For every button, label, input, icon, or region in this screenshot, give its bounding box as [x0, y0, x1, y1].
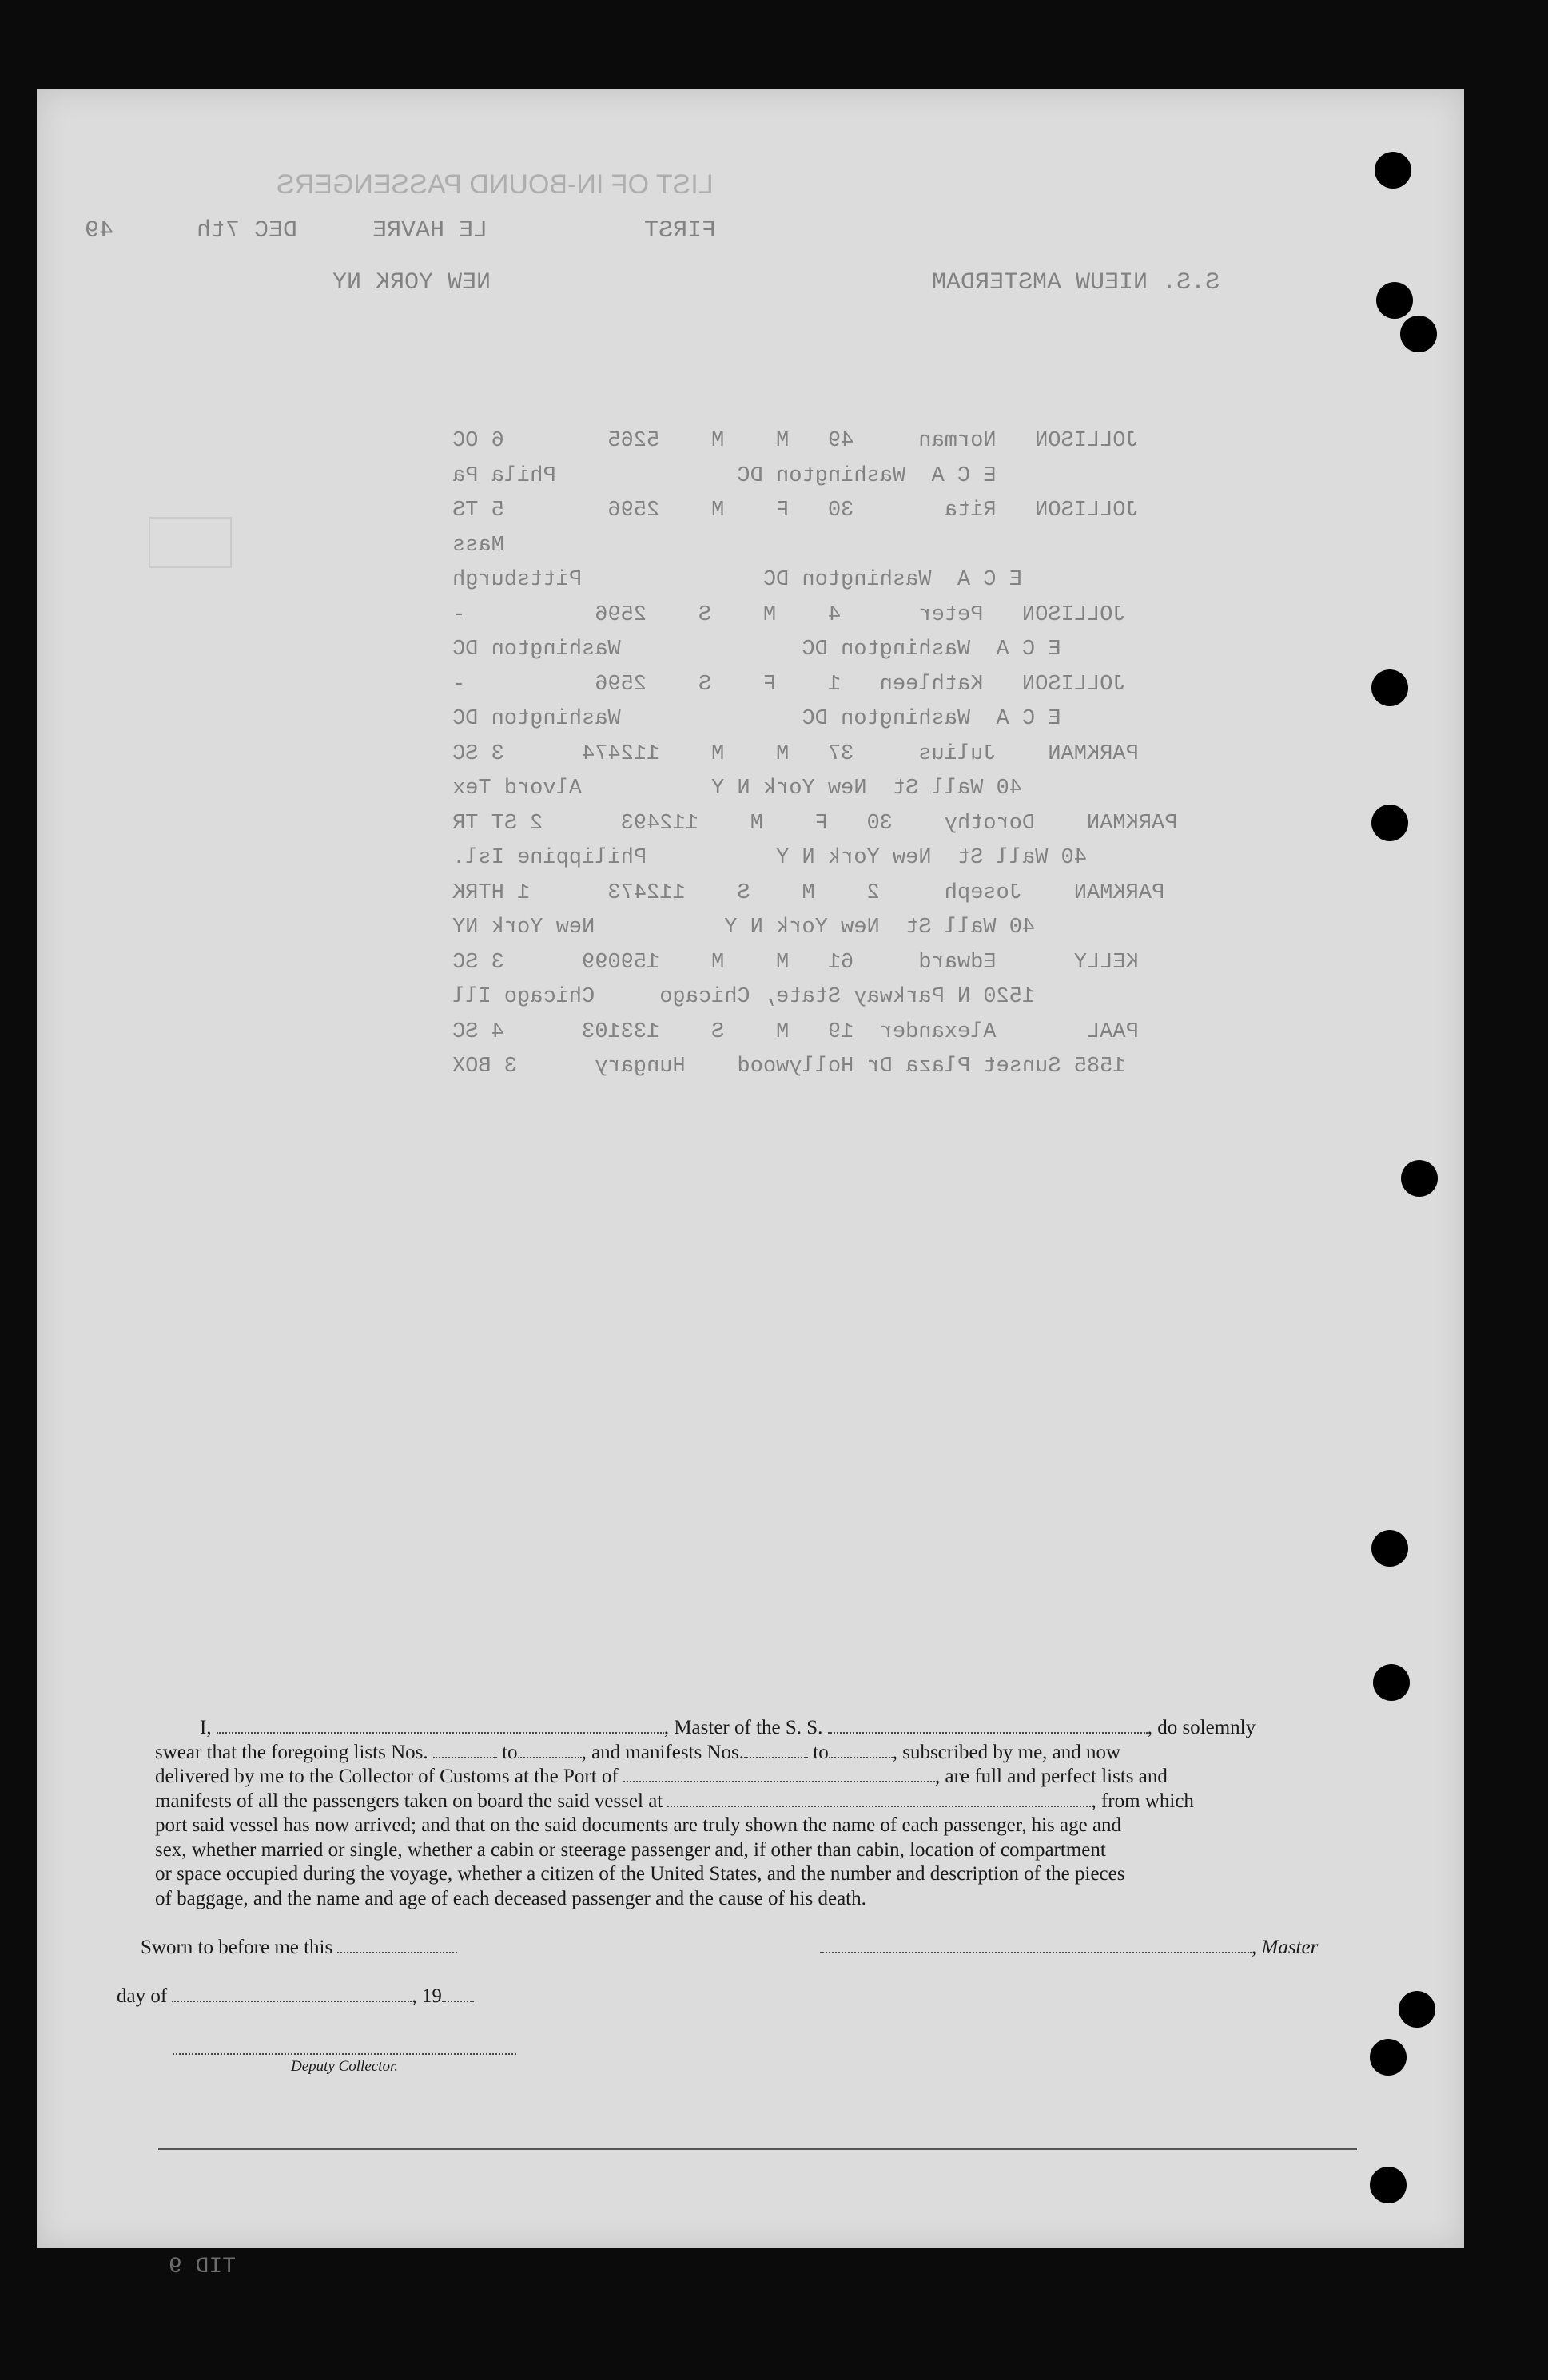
bleed-row: KELLY Edward 61 M M 159099 3 SC — [452, 950, 1139, 975]
punch-hole — [1375, 152, 1411, 189]
deputy-collector-label: Deputy Collector. — [290, 2058, 399, 2075]
year-blank[interactable] — [442, 1986, 474, 2002]
punch-hole — [1370, 2167, 1407, 2203]
deputy-signature-blank[interactable] — [173, 2039, 516, 2055]
bleed-row: PARKMAN Julius 37 M M 112474 3 SC — [452, 741, 1139, 766]
master-name-blank[interactable] — [217, 1718, 664, 1734]
punch-hole — [1371, 805, 1408, 841]
bleed-row: E C A Washington DC Phila Pa — [452, 463, 997, 488]
manifest-to-blank[interactable] — [829, 1742, 893, 1758]
declaration-line-3: delivered by me to the Collector of Customs at the Port of , are full and perfect lists and — [155, 1766, 1168, 1787]
punch-hole — [1376, 282, 1413, 319]
manifest-from-blank[interactable] — [744, 1742, 808, 1758]
declaration-line-8: of baggage, and the name and age of each deceased passenger and the cause of his death. — [155, 1887, 866, 1909]
sworn-day-blank[interactable] — [337, 1937, 457, 1953]
bleed-class: FIRST — [644, 217, 717, 244]
master-declaration — [155, 1716, 1362, 1911]
sworn-line: Sworn to before me this — [141, 1937, 457, 1959]
bleed-page-number: 49 — [85, 217, 114, 244]
bleed-row: JOLLISON Peter 4 M S 2596 - — [452, 602, 1126, 627]
bleed-row: JOLLISON Kathleen 1 F S 2596 - — [452, 672, 1126, 697]
bleed-ship: S.S. NIEUW AMSTERDAM — [932, 269, 1220, 296]
manifest-page — [37, 89, 1464, 2279]
declaration-line-7: or space occupied during the voyage, whether a citizen of the United States, and the number and description of the pieces — [155, 1863, 1125, 1885]
bleed-date: DEC 7th — [197, 217, 298, 244]
bottom-rule — [158, 2148, 1357, 2150]
declaration-line-5: port said vessel has now arrived; and that on the said documents are truly shown the name of each passenger, his age and — [155, 1814, 1122, 1836]
bleed-row: PARKMAN Dorothy 30 F M 112493 2 ST TR — [452, 811, 1178, 836]
bleed-row: PAAL Alexander 19 M S 133103 4 SC — [452, 1019, 1139, 1044]
punch-hole — [1400, 316, 1437, 352]
bleed-row: 40 Wall St New York N Y New York NY — [452, 916, 1036, 940]
declaration-line-6: sex, whether married or single, whether a cabin or steerage passenger and, if other than cabin, location of compartment — [155, 1838, 1106, 1861]
declaration-line-4: manifests of all the passengers taken on board the said vessel at , from which — [155, 1790, 1194, 1812]
faint-stamp-mark — [149, 517, 232, 568]
bleed-arriving: NEW YORK NY — [332, 269, 491, 296]
bleed-list-title: LIST OF IN-BOUND PASSENGERS — [277, 169, 714, 200]
punch-hole — [1371, 1530, 1408, 1567]
bleed-row: JOLLISON Rita 30 F M 2596 5 TS — [452, 499, 1139, 522]
master-signature-blank[interactable] — [820, 1937, 1252, 1953]
bleed-row: 40 Wall St New York N Y Philippine Isl. — [452, 846, 1087, 870]
bleed-row: JOLLISON Norman 49 M M 5265 6 OC — [452, 429, 1139, 453]
punch-hole — [1399, 1991, 1435, 2028]
day-of-blank[interactable] — [172, 1986, 412, 2002]
bleed-row: 1520 N Parkway State, Chicago Chicago Ill — [452, 985, 1036, 1009]
ship-name-blank[interactable] — [828, 1718, 1148, 1734]
bleed-row: PARKMAN Joseph 2 M S 112473 1 HTRK — [452, 880, 1165, 905]
deputy-collector-block — [173, 2039, 516, 2076]
bleed-row: Mass — [452, 533, 1009, 558]
list-to-blank[interactable] — [518, 1742, 582, 1758]
punch-hole — [1371, 669, 1408, 706]
day-of-line: day of , 19 — [117, 1985, 474, 2008]
master-signature-line: , Master — [820, 1937, 1318, 1959]
bleed-row: 40 Wall St New York N Y Alvord Tex — [452, 777, 1022, 801]
bleed-row: E C A Washington DC Washington DC — [452, 638, 1061, 662]
bleed-row: 1585 Sunset Plaza Dr Hollywood Hungary 3 BOX — [452, 1055, 1126, 1079]
bleed-stamp: TID 9 — [169, 2255, 237, 2279]
port-blank[interactable] — [623, 1766, 935, 1782]
vessel-port-blank[interactable] — [667, 1791, 1091, 1807]
bleed-row: E C A Washington DC Washington DC — [452, 707, 1061, 731]
declaration-line-1: I, , Master of the S. S. , do solemnly — [200, 1717, 1256, 1738]
punch-hole — [1373, 1664, 1410, 1701]
declaration-line-2: swear that the foregoing lists Nos. to , and manifests Nos. to , subscribed by me, and now — [155, 1741, 1121, 1763]
bleed-row: E C A Washington DC Pittsburgh — [452, 568, 1022, 592]
punch-hole — [1401, 1160, 1438, 1197]
list-from-blank[interactable] — [433, 1742, 497, 1758]
punch-hole — [1370, 2039, 1407, 2076]
bleed-from: LE HAVRE — [372, 217, 488, 244]
